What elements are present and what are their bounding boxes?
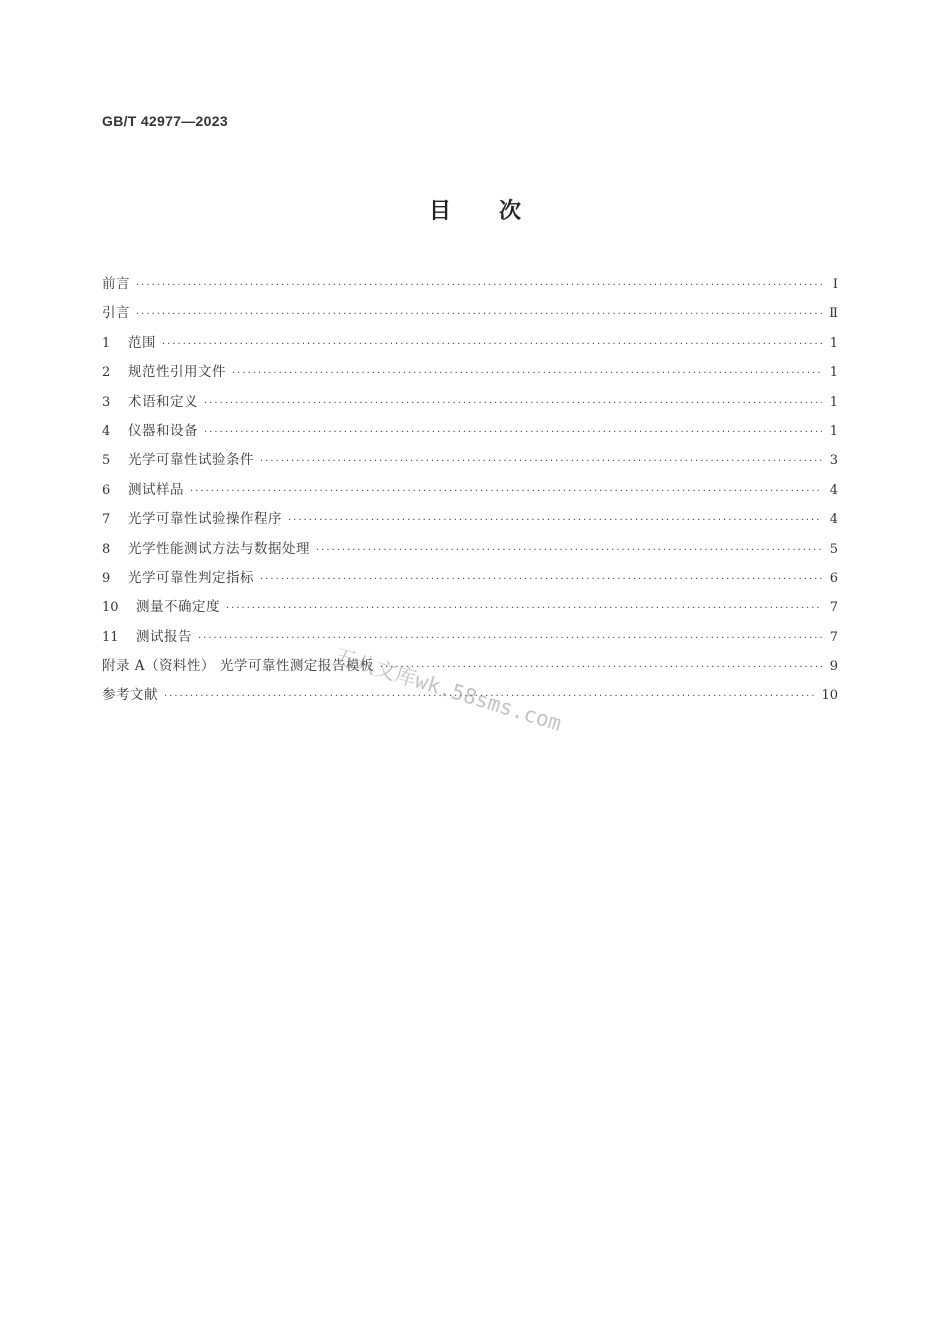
toc-entry-test-report[interactable]	[102, 625, 838, 654]
toc-entry-page: 1	[829, 365, 838, 381]
toc-leader-dots	[162, 339, 822, 350]
toc-entry-appendix-a[interactable]	[102, 654, 838, 683]
toc-entry-label: 引言	[102, 305, 130, 322]
toc-leader-dots	[204, 427, 822, 438]
toc-leader-dots	[190, 486, 822, 497]
toc-entry-number: 3	[102, 394, 111, 410]
toc-entry-criteria[interactable]	[102, 566, 838, 595]
toc-entry-page: 10	[821, 688, 838, 704]
toc-entry-number: 4	[102, 423, 111, 439]
toc-entry-page: 7	[829, 600, 838, 616]
standard-code: GB/T 42977—2023	[102, 113, 228, 129]
toc-entry-label: 测量不确定度	[136, 599, 220, 616]
toc-entry-page: 4	[829, 512, 838, 528]
toc-entry-page: 6	[829, 570, 838, 586]
toc-entry-page: 5	[829, 541, 838, 557]
toc-entry-label: 术语和定义	[128, 393, 198, 410]
toc-entry-introduction[interactable]	[102, 301, 838, 330]
watermark: 五八文库wk.58sms.com	[331, 643, 565, 736]
toc-entry-test-samples[interactable]	[102, 478, 838, 507]
toc-entry-page: 9	[829, 659, 838, 675]
toc-entry-page: 3	[829, 453, 838, 469]
toc-entry-label: 前言	[102, 276, 130, 292]
toc-entry-terms-definitions[interactable]	[102, 390, 838, 419]
toc-entry-number: 2	[102, 365, 111, 381]
toc-leader-dots	[260, 456, 822, 467]
toc-entry-number: 11	[102, 629, 119, 645]
toc-entry-number: 9	[102, 570, 111, 586]
toc-entry-label: 规范性引用文件	[128, 364, 226, 381]
toc-title: 目次	[428, 199, 569, 224]
toc-leader-dots	[226, 603, 822, 614]
toc-leader-dots	[232, 368, 822, 379]
toc-entry-page: Ⅱ	[829, 306, 838, 322]
toc-entry-number: 8	[102, 541, 111, 557]
toc-leader-dots	[288, 515, 822, 526]
toc-entry-scope[interactable]	[102, 331, 838, 360]
toc-entry-number: 6	[102, 482, 111, 498]
toc-entry-label: 测试样品	[128, 481, 184, 498]
toc-entry-label: 参考文献	[102, 687, 158, 704]
toc-leader-dots	[204, 398, 822, 409]
toc-entry-normative-references[interactable]	[102, 360, 838, 389]
toc-entry-page: Ⅰ	[832, 277, 838, 292]
toc-entry-page: 7	[829, 629, 838, 645]
toc-leader-dots	[136, 309, 822, 320]
toc-leader-dots	[136, 280, 822, 291]
toc-entry-page: 1	[829, 335, 838, 351]
toc-entry-number: 1	[102, 335, 111, 351]
toc-entry-test-conditions[interactable]	[102, 448, 838, 477]
toc-leader-dots	[316, 545, 822, 556]
toc-entry-label: 光学可靠性试验条件	[128, 452, 254, 469]
toc-entry-page: 1	[829, 423, 838, 439]
toc-leader-dots	[164, 691, 815, 702]
toc-leader-dots	[380, 662, 822, 673]
toc-entry-bibliography[interactable]	[102, 683, 838, 712]
toc-entry-foreword[interactable]	[102, 272, 838, 301]
toc-entry-label: 光学可靠性判定指标	[128, 569, 254, 586]
toc-leader-dots	[260, 574, 822, 585]
toc-entry-label: 光学性能测试方法与数据处理	[128, 540, 310, 557]
toc-entry-number: 7	[102, 512, 111, 528]
toc-entry-label: 附录 A（资料性） 光学可靠性测定报告模板	[102, 658, 374, 675]
toc-leader-dots	[198, 633, 822, 644]
toc-entry-uncertainty[interactable]	[102, 595, 838, 624]
toc-entry-page: 1	[829, 394, 838, 410]
toc-entry-number: 5	[102, 453, 111, 469]
toc-entry-number: 10	[102, 600, 119, 616]
toc-entry-label: 光学可靠性试验操作程序	[128, 511, 282, 528]
toc-entry-page: 4	[829, 482, 838, 498]
toc-entry-label: 仪器和设备	[128, 422, 198, 439]
toc-entry-test-methods[interactable]	[102, 537, 838, 566]
table-of-contents	[102, 272, 838, 713]
toc-entry-test-procedure[interactable]	[102, 507, 838, 536]
toc-entry-instruments[interactable]	[102, 419, 838, 448]
toc-entry-label: 测试报告	[136, 628, 192, 645]
toc-entry-label: 范围	[128, 334, 156, 351]
